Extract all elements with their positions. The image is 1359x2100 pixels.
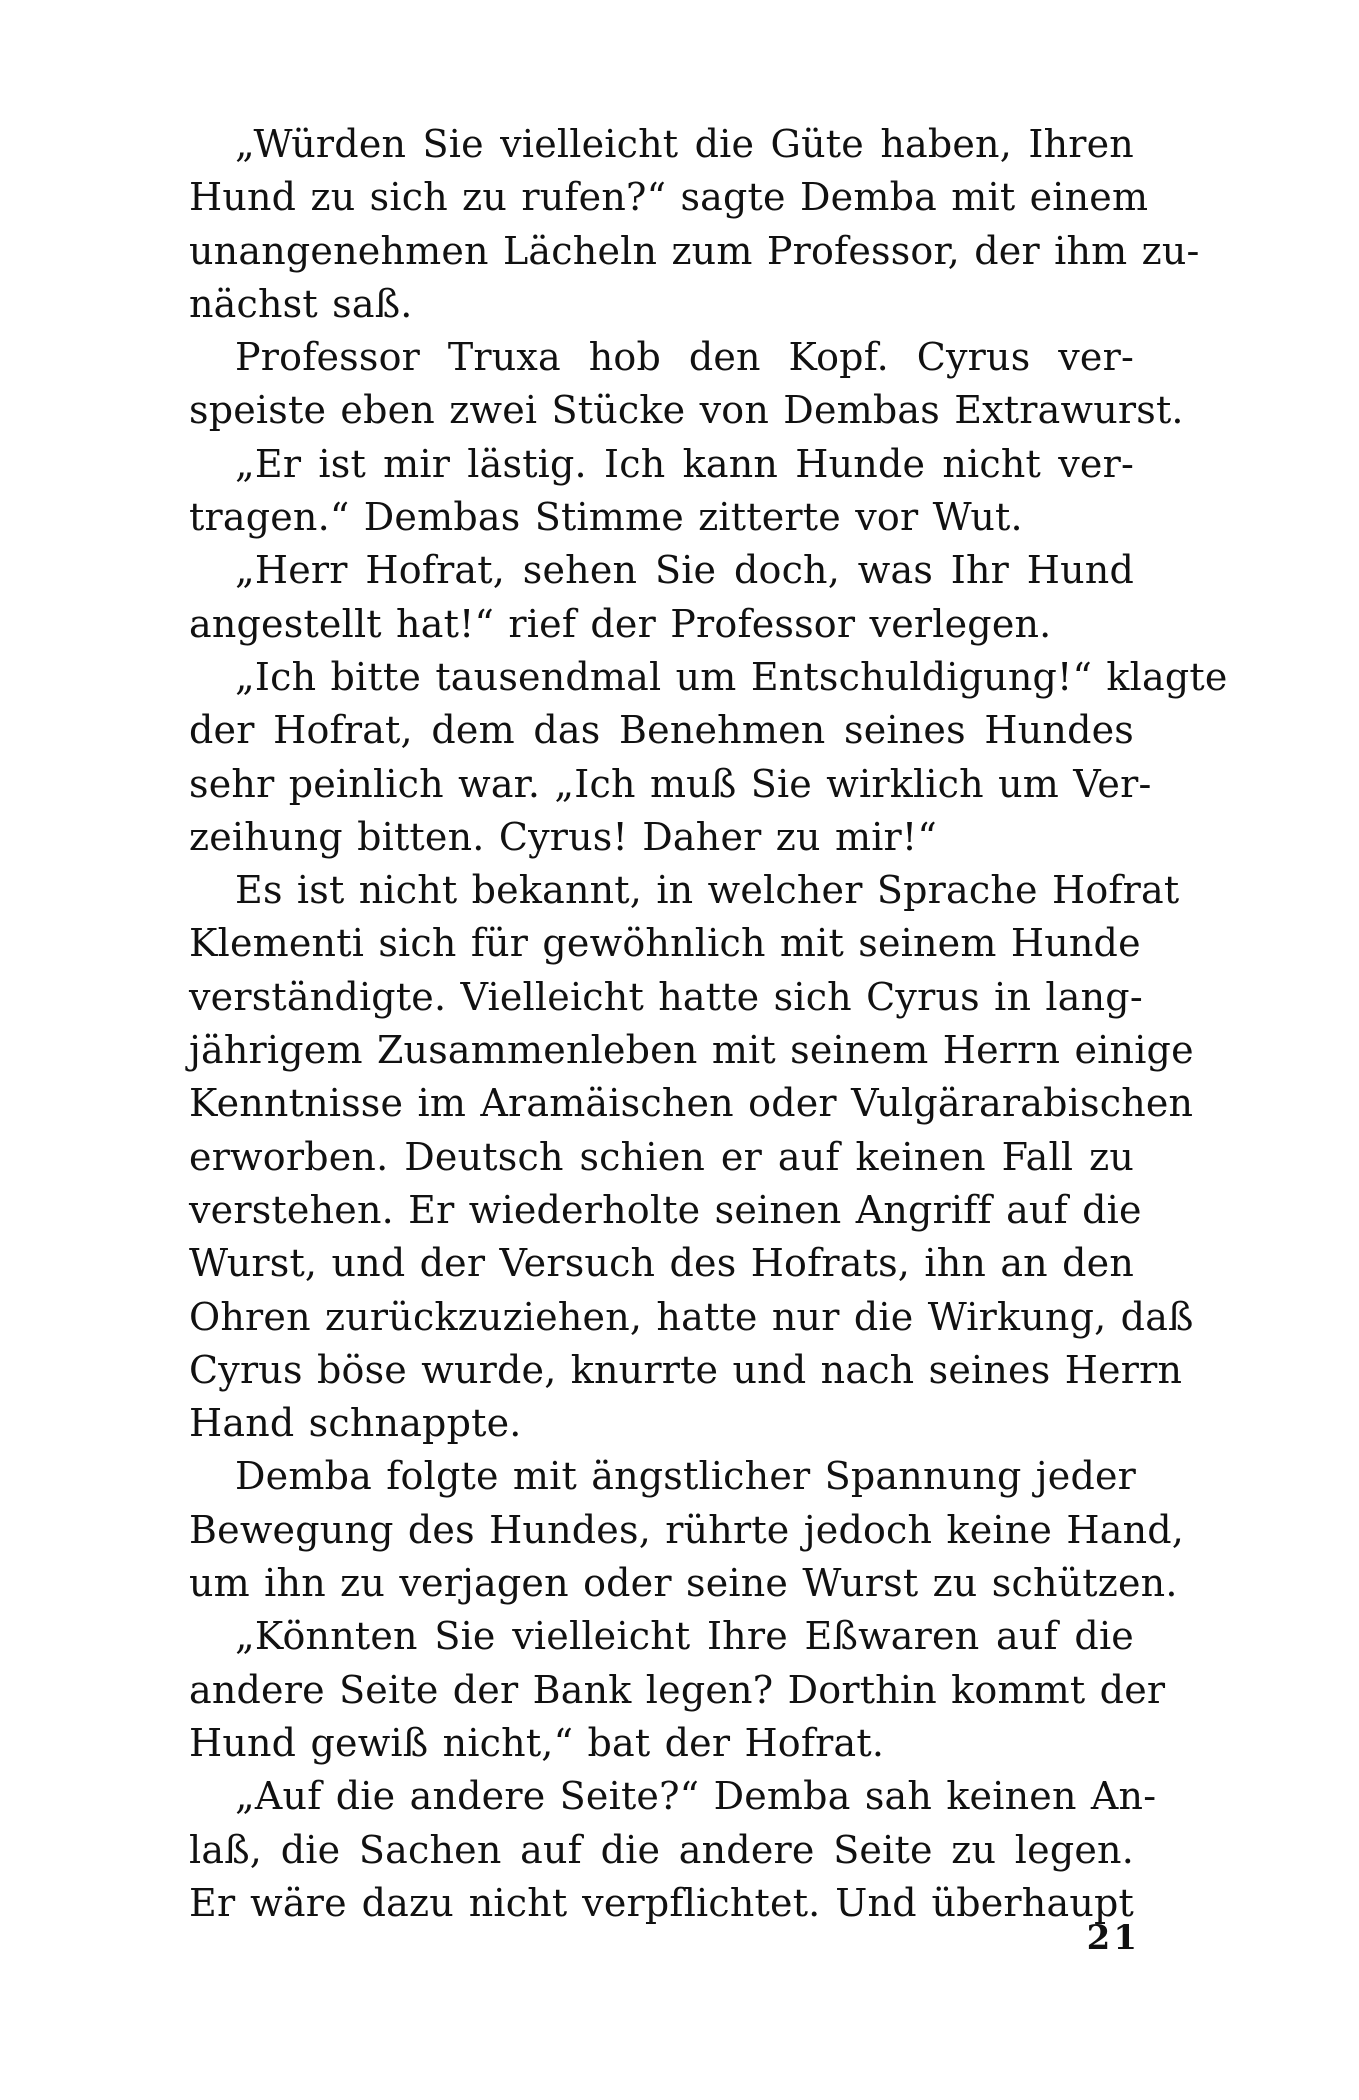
page-number: 21 bbox=[1086, 1918, 1140, 1958]
text-line: verstehen. Er wiederholte seinen Angriff auf die bbox=[189, 1187, 1142, 1232]
text-line: „Würden Sie vielleicht die Güte haben, Ihren bbox=[235, 122, 1134, 166]
text-line: Professor Truxa hob den Kopf. Cyrus ver- bbox=[235, 335, 1134, 380]
text-line: Hund zu sich zu rufen?“ sagte Demba mit einem bbox=[189, 175, 1149, 220]
text-line: um ihn zu verjagen oder seine Wurst zu schützen. bbox=[189, 1561, 1178, 1606]
text-line: sehr peinlich war. „Ich muß Sie wirklich um Ver- bbox=[189, 761, 1152, 806]
text-line: der Hofrat, dem das Benehmen seines Hundes bbox=[189, 708, 1134, 753]
text-line: Hund gewiß nicht,“ bat der Hofrat. bbox=[189, 1720, 885, 1765]
text-line: speiste eben zwei Stücke von Dembas Extrawurst. bbox=[189, 388, 1184, 433]
text-line: Ohren zurückzuziehen, hatte nur die Wirkung, daß bbox=[189, 1294, 1194, 1339]
text-line: nächst saß. bbox=[189, 281, 413, 326]
text-line: „Könnten Sie vielleicht Ihre Eßwaren auf die bbox=[235, 1614, 1134, 1659]
text-line: verständigte. Vielleicht hatte sich Cyrus in lang- bbox=[189, 974, 1143, 1019]
text-line: Er wäre dazu nicht verpflichtet. Und überhaupt bbox=[189, 1880, 1134, 1925]
text-line: „Herr Hofrat, sehen Sie doch, was Ihr Hund bbox=[235, 548, 1134, 593]
text-line: „Er ist mir lästig. Ich kann Hunde nicht ver- bbox=[235, 441, 1134, 486]
text-line: Demba folgte mit ängstlicher Spannung jeder bbox=[235, 1454, 1137, 1499]
text-line: tragen.“ Dembas Stimme zitterte vor Wut. bbox=[189, 495, 1023, 540]
text-line: Kenntnisse im Aramäischen oder Vulgärarabischen bbox=[189, 1081, 1194, 1126]
text-line: andere Seite der Bank legen? Dorthin kommt der bbox=[189, 1667, 1166, 1712]
text-line: jährigem Zusammenleben mit seinem Herrn einige bbox=[189, 1028, 1194, 1073]
text-line: angestellt hat!“ rief der Professor verlegen. bbox=[189, 601, 1052, 646]
text-line: Bewegung des Hundes, rührte jedoch keine Hand, bbox=[189, 1507, 1185, 1552]
text-line: Es ist nicht bekannt, in welcher Sprache Hofrat bbox=[235, 868, 1180, 913]
text-line: erworben. Deutsch schien er auf keinen Fall zu bbox=[189, 1134, 1134, 1179]
body-text bbox=[189, 118, 1228, 1930]
text-line: zeihung bitten. Cyrus! Daher zu mir!“ bbox=[189, 814, 938, 859]
text-line: „Ich bitte tausendmal um Entschuldigung!“ klagte bbox=[235, 654, 1228, 699]
text-line: Wurst, und der Versuch des Hofrats, ihn an den bbox=[189, 1241, 1135, 1286]
text-line: Cyrus böse wurde, knurrte und nach seines Herrn bbox=[189, 1347, 1183, 1392]
text-line: „Auf die andere Seite?“ Demba sah keinen An- bbox=[235, 1774, 1157, 1819]
text-line: Hand schnappte. bbox=[189, 1401, 522, 1446]
text-line: unangenehmen Lächeln zum Professor, der ihm zu- bbox=[189, 228, 1200, 273]
text-line: Klementi sich für gewöhnlich mit seinem Hunde bbox=[189, 921, 1141, 966]
text-line: laß, die Sachen auf die andere Seite zu legen. bbox=[189, 1827, 1134, 1872]
